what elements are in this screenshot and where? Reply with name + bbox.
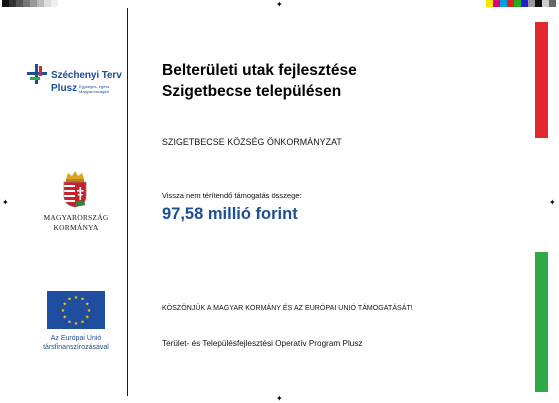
crop-mark-left: ✦ — [2, 198, 9, 207]
project-title-line1: Belterületi utak fejlesztése — [162, 62, 357, 79]
svg-text:★: ★ — [73, 295, 79, 301]
svg-text:★: ★ — [73, 321, 79, 327]
svg-text:★: ★ — [80, 296, 85, 303]
eu-text — [34, 334, 118, 352]
government-line1: MAGYARORSZÁG — [43, 213, 109, 222]
color-registration-strip — [486, 0, 556, 7]
szechenyi-title: Széchenyi Terv — [51, 70, 122, 81]
grant-amount: 97,58 millió forint — [162, 205, 298, 223]
svg-text:★: ★ — [80, 319, 85, 326]
crop-mark-right: ✦ — [549, 198, 556, 207]
grant-label: Vissza nem térítendő támogatás összege: — [162, 191, 302, 200]
flag-green-bar — [535, 252, 548, 392]
svg-text:★: ★ — [85, 301, 90, 308]
beneficiary-name: SZIGETBECSE KÖZSÉG ÖNKORMÁNYZAT — [162, 137, 342, 147]
crop-mark-bottom: ✦ — [276, 394, 283, 403]
hungarian-coat-of-arms-icon — [60, 170, 90, 208]
szechenyi-plusz: Plusz — [51, 83, 78, 94]
svg-text:★: ★ — [62, 301, 67, 308]
vertical-divider — [127, 8, 128, 396]
thanks-text: KÖSZÖNJÜK A MAGYAR KORMÁNY ÉS AZ EURÓPAI UNIÓ TÁMOGATÁSÁT! — [162, 305, 413, 312]
grayscale-registration-strip — [2, 0, 58, 7]
project-title-line2: Szigetbecse településen — [162, 83, 342, 100]
eu-flag-icon — [47, 291, 105, 329]
svg-text:★: ★ — [85, 314, 90, 321]
svg-text:★: ★ — [67, 319, 72, 326]
government-text — [34, 213, 118, 233]
svg-text:★: ★ — [67, 296, 72, 303]
svg-text:★: ★ — [60, 308, 66, 314]
project-title — [162, 60, 357, 102]
szechenyi-subtitle: Egységes, egész Magyarországért — [79, 84, 110, 94]
eu-line1: Az Európai Unió — [50, 335, 102, 342]
szechenyi-cross-icon — [27, 62, 122, 102]
program-name: Terület- és Településfejlesztési Operatív Program Plusz — [162, 339, 363, 348]
eu-line2: társfinanszírozásával — [43, 344, 109, 351]
government-line2: KORMÁNYA — [53, 223, 99, 232]
svg-text:★: ★ — [62, 314, 67, 321]
crop-mark-top: ✦ — [276, 0, 283, 9]
svg-text:★: ★ — [86, 308, 92, 314]
flag-red-bar — [535, 22, 548, 138]
